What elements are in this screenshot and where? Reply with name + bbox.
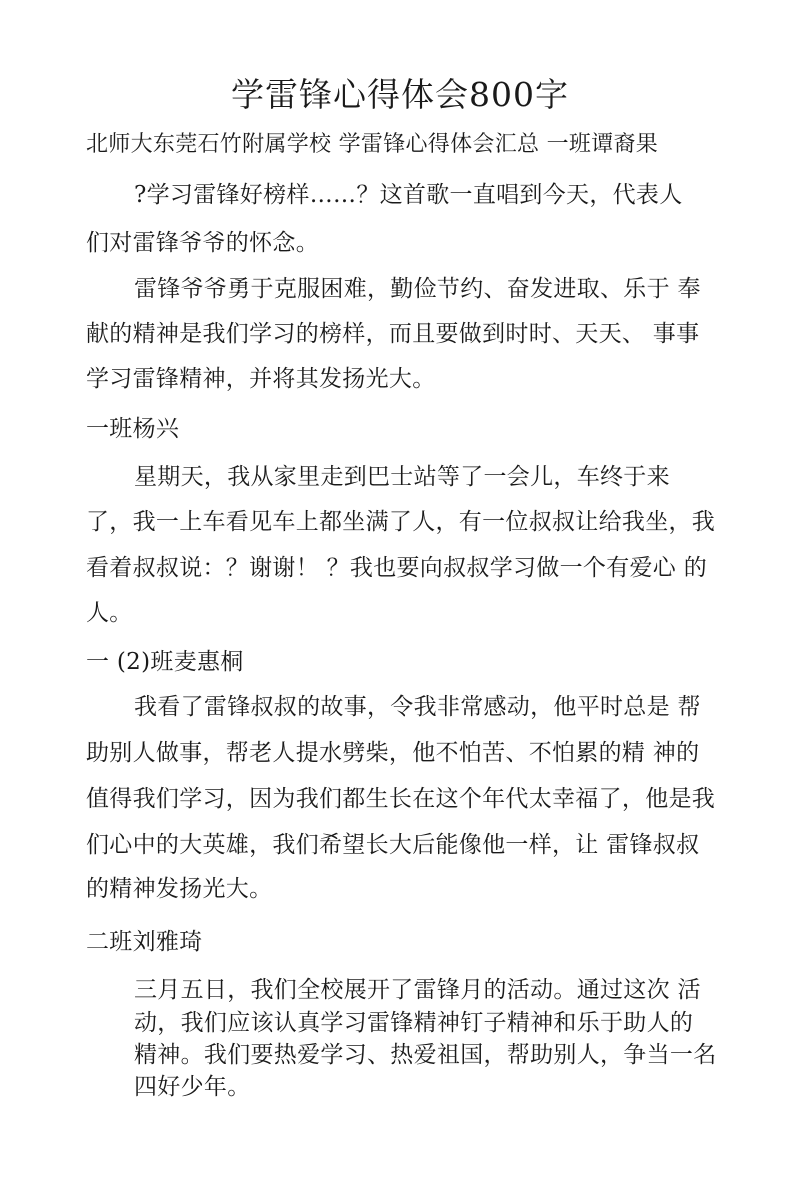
paragraph-1-line-2: 们对雷锋爷爷的怀念。 [86,230,319,256]
paragraph-4-line-2: 助别人做事，帮老人提水劈柴，他不怕苦、不怕累的精 神的 [86,740,700,766]
author-line: 二班刘雅琦 [86,929,203,955]
paragraph-5-line-2: 动，我们应该认真学习雷锋精神钉子精神和乐于助人的 [134,1010,694,1036]
paragraph-4-line-1: 我看了雷锋叔叔的故事，令我非常感动，他平时总是 帮 [134,694,701,720]
subtitle-line: 北师大东莞石竹附属学校 学雷锋心得体会汇总 一班谭裔果 [86,132,659,157]
paragraph-4-line-5: 的精神发扬光大。 [86,876,273,902]
author-line: 一 (2)班麦惠桐 [86,649,244,675]
paragraph-2-line-2: 献的精神是我们学习的榜样，而且要做到时时、天天、 事事 [86,321,700,347]
paragraph-3-line-4: 人。 [86,600,133,626]
paragraph-5-line-4: 四好少年。 [134,1074,251,1100]
paragraph-5-line-1: 三月五日，我们全校展开了雷锋月的活动。通过这次 活 [134,977,701,1003]
paragraph-3-line-2: 了，我一上车看见车上都坐满了人，有一位叔叔让给我坐，我 [86,509,716,535]
paragraph-3-line-3: 看着叔叔说：？谢谢！ ？我也要向叔叔学习做一个有爱心 的 [86,555,708,581]
paragraph-1-line-1: ?学习雷锋好榜样……？这首歌一直唱到今天，代表人 [134,182,683,208]
paragraph-5-line-3: 精神。我们要热爱学习、热爱祖国，帮助别人，争当一名 [134,1042,717,1068]
paragraph-2-line-3: 学习雷锋精神，并将其发扬光大。 [86,366,436,392]
paragraph-4-line-3: 值得我们学习，因为我们都生长在这个年代太幸福了，他是我 [86,786,716,812]
paragraph-3-line-1: 星期天，我从家里走到巴士站等了一会儿，车终于来 [134,464,670,490]
author-line: 一班杨兴 [86,416,180,442]
paragraph-4-line-4: 们心中的大英雄，我们希望长大后能像他一样，让 雷锋叔叔 [86,832,700,858]
paragraph-2-line-1: 雷锋爷爷勇于克服困难，勤俭节约、奋发进取、乐于 奉 [134,276,701,302]
document-title: 学雷锋心得体会800字 [231,75,569,114]
